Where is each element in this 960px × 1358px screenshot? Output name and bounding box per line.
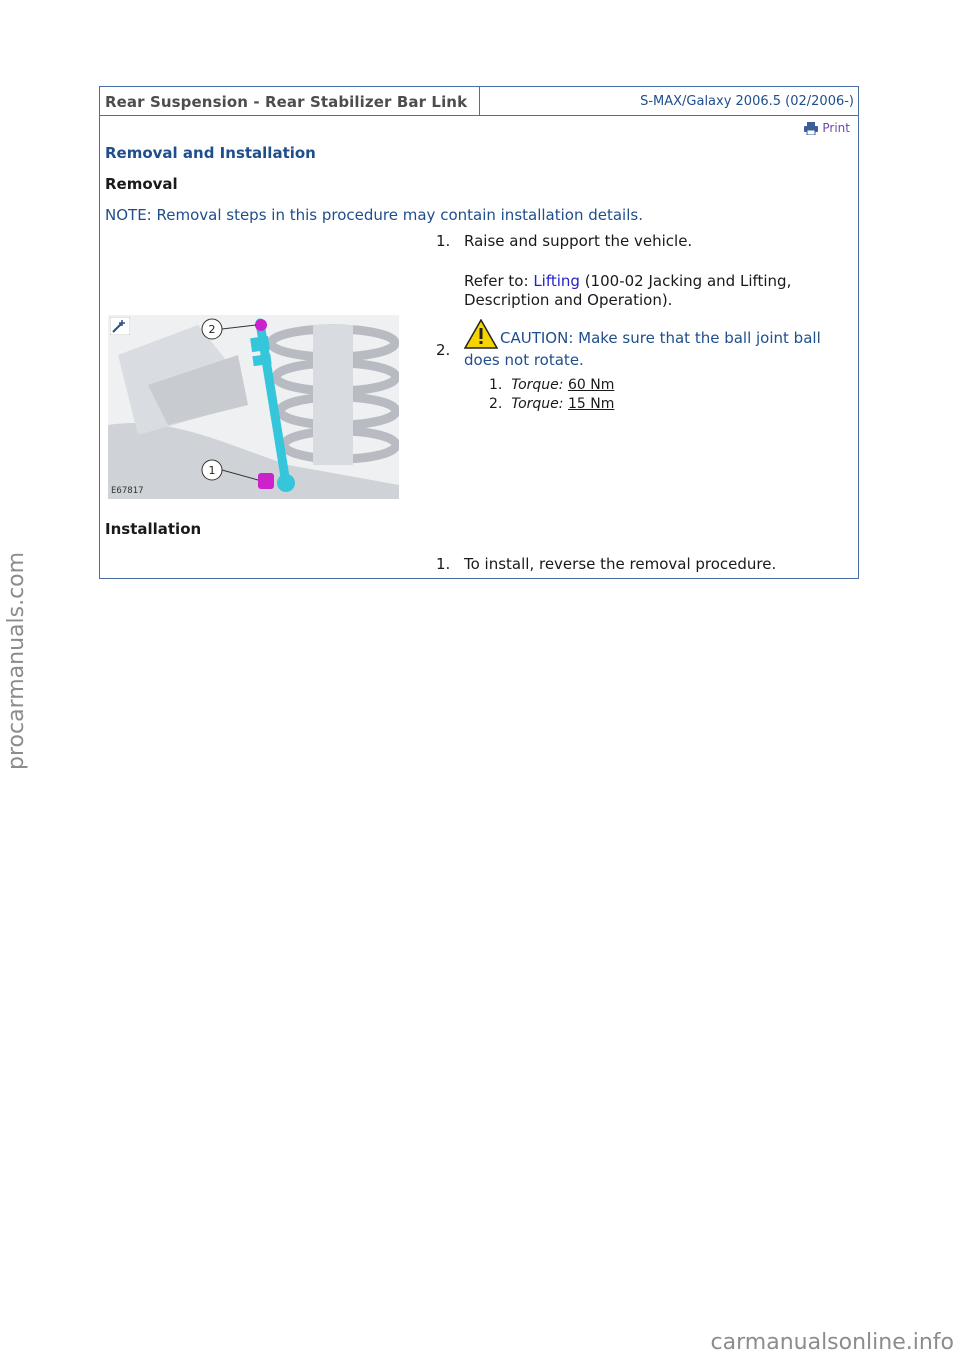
removal-heading: Removal <box>105 175 178 193</box>
warning-icon <box>464 319 498 349</box>
step-text: Raise and support the vehicle. <box>464 232 693 250</box>
watermark-left: procarmanuals.com <box>4 551 29 770</box>
torque-value: 15 Nm <box>567 396 615 412</box>
header-row <box>100 87 858 116</box>
refer-prefix: Refer to: <box>464 272 534 290</box>
watermark-bottom: carmanualsonline.info <box>710 1330 954 1355</box>
torque-number: 1. <box>489 377 503 393</box>
step-number: 2. <box>436 341 451 359</box>
lifting-link[interactable]: Lifting <box>533 272 580 290</box>
callout-2: 2 <box>208 323 216 336</box>
procedure-frame <box>99 86 859 579</box>
figure-illustration <box>108 315 399 499</box>
note-text: NOTE: Removal steps in this procedure may contain installation details. <box>105 206 643 224</box>
refer-text <box>464 272 844 310</box>
torque-label: Torque: <box>511 396 564 412</box>
print-button[interactable] <box>804 121 850 135</box>
refer-suffix: (100-02 Jacking and Lifting, <box>579 272 792 290</box>
refer-line2: Description and Operation). <box>464 291 673 309</box>
caution-label: CAUTION: Make sure that the ball joint ball does not rotate. <box>464 329 821 369</box>
step-number: 1. <box>436 232 451 250</box>
caution-text <box>464 319 824 371</box>
model-label: S-MAX/Galaxy 2006.5 (02/2006-) <box>640 94 854 109</box>
suspension-figure <box>108 315 399 499</box>
torque-label: Torque: <box>511 377 564 393</box>
step-text: To install, reverse the removal procedure. <box>464 555 777 573</box>
print-label: Print <box>822 121 850 135</box>
torque-value: 60 Nm <box>567 377 615 393</box>
step-number: 1. <box>436 555 451 573</box>
installation-heading: Installation <box>105 520 202 538</box>
page-title: Rear Suspension - Rear Stabilizer Bar Link <box>105 93 468 111</box>
printer-icon <box>804 122 818 135</box>
zoom-icon[interactable] <box>110 317 130 335</box>
callout-1: 1 <box>208 464 216 477</box>
torque-item <box>489 396 614 412</box>
torque-item <box>489 377 614 393</box>
figure-label: E67817 <box>111 486 144 496</box>
section-heading: Removal and Installation <box>105 144 316 162</box>
header-divider <box>479 87 480 115</box>
torque-number: 2. <box>489 396 503 412</box>
